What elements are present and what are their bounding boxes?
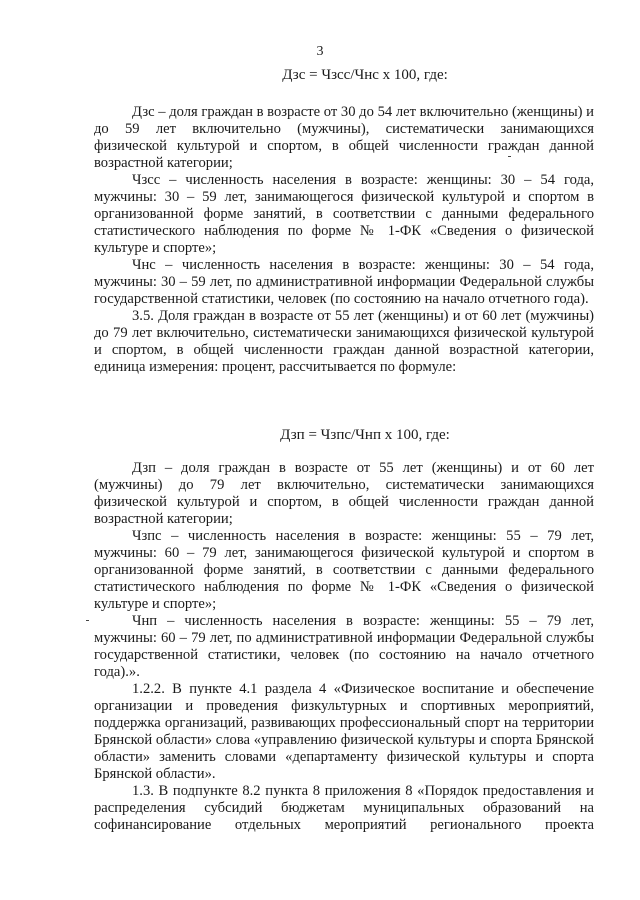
paragraph-1-2-2: 1.2.2. В пункте 4.1 раздела 4 «Физическое воспитание и обеспечение организации и проведения физкультурных и спортивных мероприятий, поддержка организаций, развивающих профессиональный спорт на территории Брянской области» слова «управлению физической культуры и спорта Брянской области» заменить словами «департаменту физической культуры и спорта Брянской области». [94, 681, 594, 782]
definition-chzps: Чзпс – численность населения в возрасте: женщины: 55 – 79 лет, мужчины: 60 – 79 лет, занимающегося физической культурой и спортом в организованной форме занятий, в соответствии с данными федерального статистического наблюдения по форме № 1-ФК «Сведения о физической культуре и спорте»; [94, 528, 594, 612]
definition-chns: Чнс – численность населения в возрасте: женщины: 30 – 54 года, мужчины: 30 – 59 лет, по административной информации Федеральной службы государственной статистики, человек (по состоянию на начало отчетного года). [94, 257, 594, 307]
page-number: 3 [316, 44, 324, 59]
definitions-block-2 [94, 460, 594, 834]
paragraph-3-5: 3.5. Доля граждан в возрасте от 55 лет (женщины) и от 60 лет (мужчины) до 79 лет включительно, систематически занимающихся физической культурой и спортом, в общей численности граждан данной возрастной категории, единица измерения: процент, рассчитывается по формуле: [94, 308, 594, 375]
formula-dzp: Дзп = Чзпс/Чнп х 100, где: [280, 427, 450, 443]
scan-mark [86, 620, 89, 621]
definition-chzss: Чзсс – численность населения в возрасте: женщины: 30 – 54 года, мужчины: 30 – 59 лет, занимающегося физической культурой и спортом в организованной форме занятий, в соответствии с данными федерального статистического наблюдения по форме № 1-ФК «Сведения о физической культуре и спорте»; [94, 172, 594, 256]
formula-dzs: Дзс = Чзсс/Чнс х 100, где: [282, 67, 448, 83]
definition-dzs: Дзс – доля граждан в возрасте от 30 до 54 лет включительно (женщины) и до 59 лет включительно (мужчины), систематически занимающихся физической культурой и спортом, в общей численности граждан данной возрастной категории; [94, 104, 594, 171]
definition-chnp: Чнп – численность населения в возрасте: женщины: 55 – 79 лет, мужчины: 60 – 79 лет, по административной информации Федеральной службы государственной статистики, человек (по состоянию на начало отчетного года).». [94, 613, 594, 680]
definition-dzp: Дзп – доля граждан в возрасте от 55 лет (женщины) и от 60 лет (мужчины) до 79 лет включительно, систематически занимающихся физической культурой и спортом, в общей численности граждан данной возрастной категории; [94, 460, 594, 527]
scan-mark [508, 156, 511, 157]
paragraph-1-3: 1.3. В подпункте 8.2 пункта 8 приложения 8 «Порядок предоставления и распределения субсидий бюджетам муниципальных образований на софинансирование отдельных мероприятий регионального проекта [94, 783, 594, 833]
definitions-block-1 [94, 104, 594, 376]
